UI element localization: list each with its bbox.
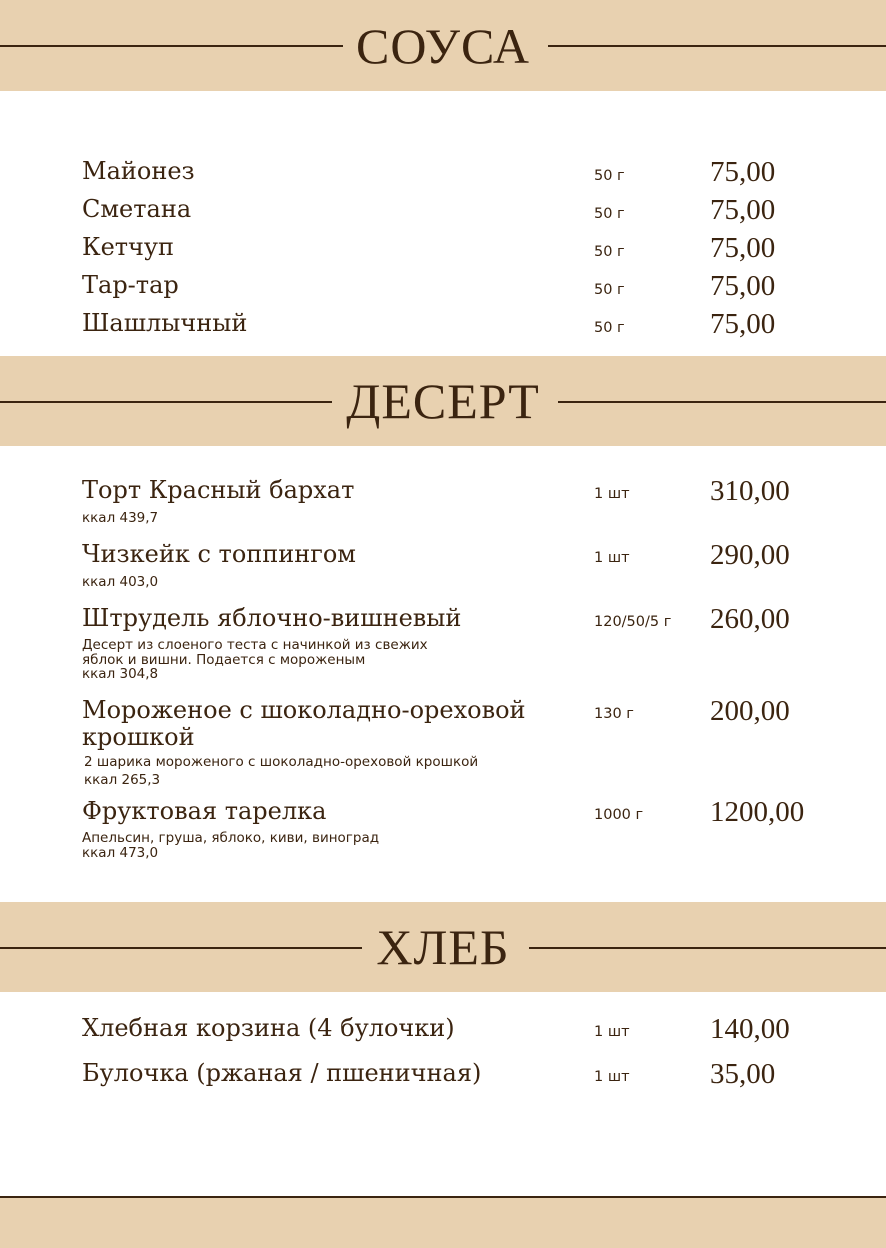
dessert-header-band <box>0 356 886 446</box>
item-weight: 50 г <box>594 320 625 336</box>
footer-band <box>0 1196 886 1248</box>
bread-header-band <box>0 902 886 992</box>
item-weight: 50 г <box>594 244 625 260</box>
item-price: 200,00 <box>710 695 790 727</box>
item-name: Булочка (ржаная / пшеничная) <box>82 1059 482 1087</box>
footer-rule <box>0 1196 886 1198</box>
item-name: Штрудель яблочно-вишневый <box>82 604 462 632</box>
item-price: 75,00 <box>710 308 776 340</box>
item-weight: 1 шт <box>594 550 630 566</box>
item-name: Тар-тар <box>82 271 179 299</box>
item-weight: 120/50/5 г <box>594 614 672 630</box>
item-price: 75,00 <box>710 194 776 226</box>
item-weight: 1 шт <box>594 1024 630 1040</box>
section-title-sauces: СОУСА <box>355 17 531 74</box>
item-price: 35,00 <box>710 1058 776 1090</box>
item-name: Фруктовая тарелка <box>82 797 327 825</box>
item-description: 2 шарика мороженого с шоколадно-ореховой крошкой <box>84 754 479 770</box>
item-price: 290,00 <box>710 539 790 571</box>
item-weight: 50 г <box>594 282 625 298</box>
item-name: Кетчуп <box>82 233 175 261</box>
item-weight: 50 г <box>594 206 625 222</box>
item-name: Хлебная корзина (4 булочки) <box>82 1014 455 1042</box>
item-weight: 1 шт <box>594 486 630 502</box>
item-weight: 1 шт <box>594 1069 630 1085</box>
item-price: 75,00 <box>710 232 776 264</box>
item-kcal: ккал 403,0 <box>82 574 159 590</box>
item-kcal: ккал 473,0 <box>82 845 159 861</box>
item-price: 140,00 <box>710 1013 790 1045</box>
item-price: 260,00 <box>710 603 790 635</box>
sauces-header-band <box>0 0 886 91</box>
item-name: Чизкейк с топпингом <box>82 540 356 568</box>
item-weight: 1000 г <box>594 807 644 823</box>
item-price: 75,00 <box>710 156 776 188</box>
item-description: Апельсин, груша, яблоко, киви, виноград <box>82 830 380 846</box>
item-weight: 130 г <box>594 706 634 722</box>
item-name: Майонез <box>82 157 195 185</box>
item-price: 310,00 <box>710 475 790 507</box>
item-kcal: ккал 265,3 <box>84 772 161 788</box>
item-name: Сметана <box>82 195 192 223</box>
item-name: Мороженое с шоколадно-ореховой крошкой <box>82 696 526 751</box>
item-description: Десерт из слоеного теста с начинкой из свежих яблок и вишни. Подается с мороженым <box>82 637 428 668</box>
item-kcal: ккал 439,7 <box>82 510 159 526</box>
item-name: Шашлычный <box>82 309 248 337</box>
item-price: 1200,00 <box>710 796 805 828</box>
item-weight: 50 г <box>594 168 625 184</box>
item-name: Торт Красный бархат <box>82 476 355 504</box>
section-title-dessert: ДЕСЕРТ <box>346 373 540 429</box>
item-kcal: ккал 304,8 <box>82 666 159 682</box>
item-price: 75,00 <box>710 270 776 302</box>
section-title-bread: ХЛЕБ <box>376 919 510 975</box>
